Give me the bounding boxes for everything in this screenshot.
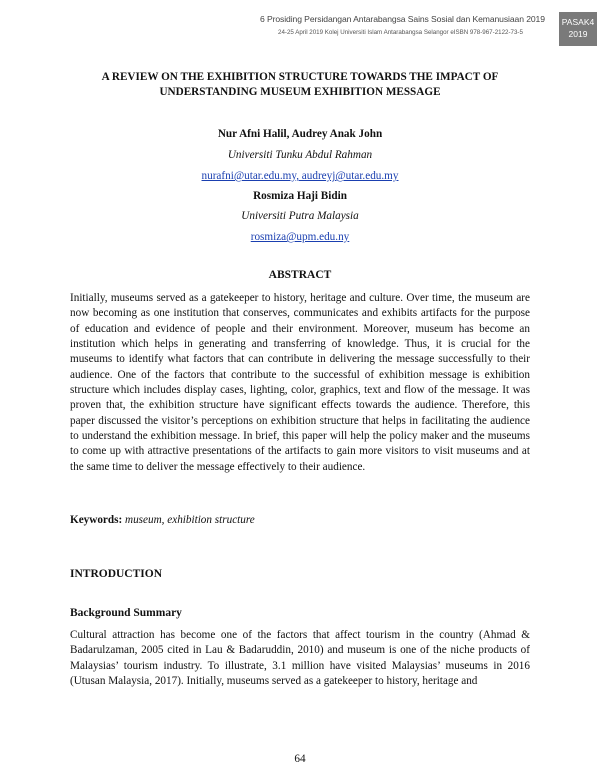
background-summary-heading: Background Summary xyxy=(70,607,182,619)
email-link-secondary[interactable]: rosmiza@upm.edu.ny xyxy=(250,231,350,243)
keywords-line xyxy=(70,514,255,526)
email-link-primary[interactable]: nurafni@utar.edu.my, audreyj@utar.edu.my xyxy=(201,170,399,182)
proceedings-header: 6 Prosiding Persidangan Antarabangsa Sains Sosial dan Kemanusiaan 2019 xyxy=(260,14,545,24)
emails-primary xyxy=(100,170,500,182)
emails-secondary xyxy=(100,231,500,243)
conference-date-line: 24-25 April 2019 Kolej Universiti Islam Antarabangsa Selangor eISBN 978-967-2122-73-5 xyxy=(278,29,523,36)
paper-title-line-2: UNDERSTANDING MUSEUM EXHIBITION MESSAGE xyxy=(159,86,441,98)
keywords-label: Keywords: xyxy=(70,514,123,526)
introduction-heading: INTRODUCTION xyxy=(70,568,163,580)
authors-primary: Nur Afni Halil, Audrey Anak John xyxy=(217,128,383,140)
affiliation-secondary: Universiti Putra Malaysia xyxy=(241,210,359,222)
keywords-values: museum, exhibition structure xyxy=(125,514,255,526)
authors-secondary: Rosmiza Haji Bidin xyxy=(253,190,347,202)
affiliation-primary: Universiti Tunku Abdul Rahman xyxy=(227,149,373,161)
abstract-body: Initially, museums served as a gatekeeper to history, heritage and culture. Over time, the museum are now becoming as one institution that conserves, communicates and exhibits artifacts for the purpose of education and evidence of people and their environment. Moreover, museum has become an institution which helps in generating and transferring of knowledge. Thus, it is crucial for the museums to identify what factors that can contribute in delivering the message successfully to their audience. One of the factors that contribute to the successful of exhibition message is exhibition structure which includes display cases, lighting, color, graphics, text and flow of the message. It was proven that, the exhibition structure have significant effects towards the audience. Therefore, this paper discussed the visitor’s perceptions on exhibition structure that helps in facilitating the audience to understand the exhibition message. In brief, this paper will help the policy maker and the museums to come up with attractive presentations of the artifacts to gain more visitors to visit museums and at the same time to deliver the message effectively to their audience. xyxy=(70,292,530,473)
paper-title-line-1: A REVIEW ON THE EXHIBITION STRUCTURE TOWARDS THE IMPACT OF xyxy=(101,71,499,83)
abstract-heading: ABSTRACT xyxy=(268,269,332,281)
introduction-body: Cultural attraction has become one of the factors that affect tourism in the country (Ahmad & Badarulzaman, 2005 cited in Lau & Badaruddin, 2010) and museum is one of the niche products of Malaysias’ tourism industry. To illustrate, 3.1 million have visited Malaysias’ museums in 2016 (Utusan Malaysia, 2017). Initially, museums served as a gatekeeper to history, heritage and xyxy=(70,629,530,688)
page-number: 64 xyxy=(294,753,306,765)
conference-badge xyxy=(559,12,597,46)
paper-title xyxy=(60,70,540,100)
badge-name: PASAK4 xyxy=(561,17,595,27)
badge-year: 2019 xyxy=(568,29,588,39)
